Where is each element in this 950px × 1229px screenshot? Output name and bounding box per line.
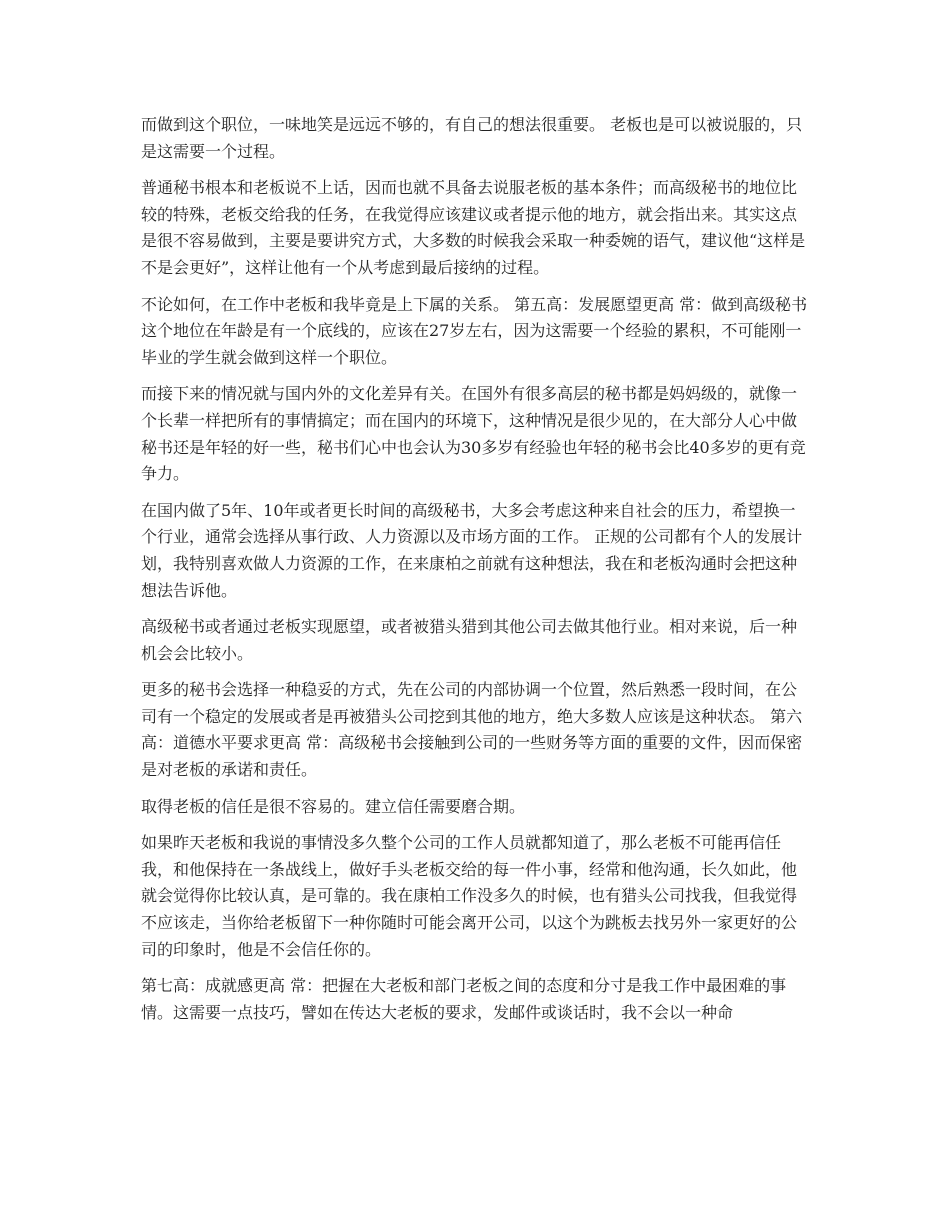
- paragraph-10: 第七高：成就感更高 常：把握在大老板和部门老板之间的态度和分寸是我工作中最困难的事情。这需要一点技巧，譬如在传达大老板的要求，发邮件或谈话时，我不会以一种命: [141, 976, 787, 1022]
- paragraph-5: 在国内做了5年、10年或者更长时间的高级秘书，大多会考虑这种来自社会的压力，希望换一个行业，通常会选择从事行政、人力资源以及市场方面的工作。 正规的公司都有个人的发展计划，我特别喜欢做人力资源的工作，在来康柏之前就有这种想法，我在和老板沟通时会把这种想法告诉他。: [141, 500, 803, 600]
- paragraph-6: 高级秘书或者通过老板实现愿望，或者被猎头猎到其他公司去做其他行业。相对来说，后一种机会会比较小。: [141, 617, 798, 663]
- paragraph-1: 而做到这个职位，一味地笑是远远不够的，有自己的想法很重要。 老板也是可以被说服的，只是这需要一个过程。: [141, 115, 803, 161]
- paragraph-3: 不论如何，在工作中老板和我毕竟是上下属的关系。 第五高：发展愿望更高 常：做到高级秘书这个地位在年龄是有一个底线的，应该在27岁左右，因为这需要一个经验的累积，不可能刚一毕业的学生就会做到这样一个职位。: [141, 294, 808, 367]
- paragraph-2: 普通秘书根本和老板说不上话，因而也就不具备去说服老板的基本条件；而高级秘书的地位比较的特殊，老板交给我的任务，在我觉得应该建议或者提示他的地方，就会指出来。其实这点是很不容易做到，主要是要讲究方式，大多数的时候我会采取一种委婉的语气，建议他“这样是不是会更好”，这样让他有一个从考虑到最后接纳的过程。: [141, 178, 806, 277]
- document-body: [141, 112, 809, 1036]
- paragraph-4: 而接下来的情况就与国内外的文化差异有关。在国外有很多高层的秘书都是妈妈级的，就像一个长辈一样把所有的事情搞定；而在国内的环境下，这种情况是很少见的，在大部分人心中做秘书还是年轻的好一些，秘书们心中也会认为30多岁有经验也年轻的秘书会比40多岁的更有竞争力。: [141, 384, 806, 484]
- paragraph-7: 更多的秘书会选择一种稳妥的方式，先在公司的内部协调一个位置，然后熟悉一段时间，在公司有一个稳定的发展或者是再被猎头公司挖到其他的地方，绝大多数人应该是这种状态。 第六高：道德水平要求更高 常：高级秘书会接触到公司的一些财务等方面的重要的文件，因而保密是对老板的承诺和责任。: [141, 680, 803, 780]
- paragraph-9: 如果昨天老板和我说的事情没多久整个公司的工作人员就都知道了，那么老板不可能再信任我，和他保持在一条战线上，做好手头老板交给的每一件小事，经常和他沟通，长久如此，他就会觉得你比较认真，是可靠的。我在康柏工作没多久的时候，也有猎头公司找我，但我觉得不应该走，当你给老板留下一种你随时可能会离开公司，以这个为跳板去找另外一家更好的公司的印象时，他是不会信任你的。: [141, 833, 798, 959]
- paragraph-8: 取得老板的信任是很不容易的。建立信任需要磨合期。: [141, 796, 526, 816]
